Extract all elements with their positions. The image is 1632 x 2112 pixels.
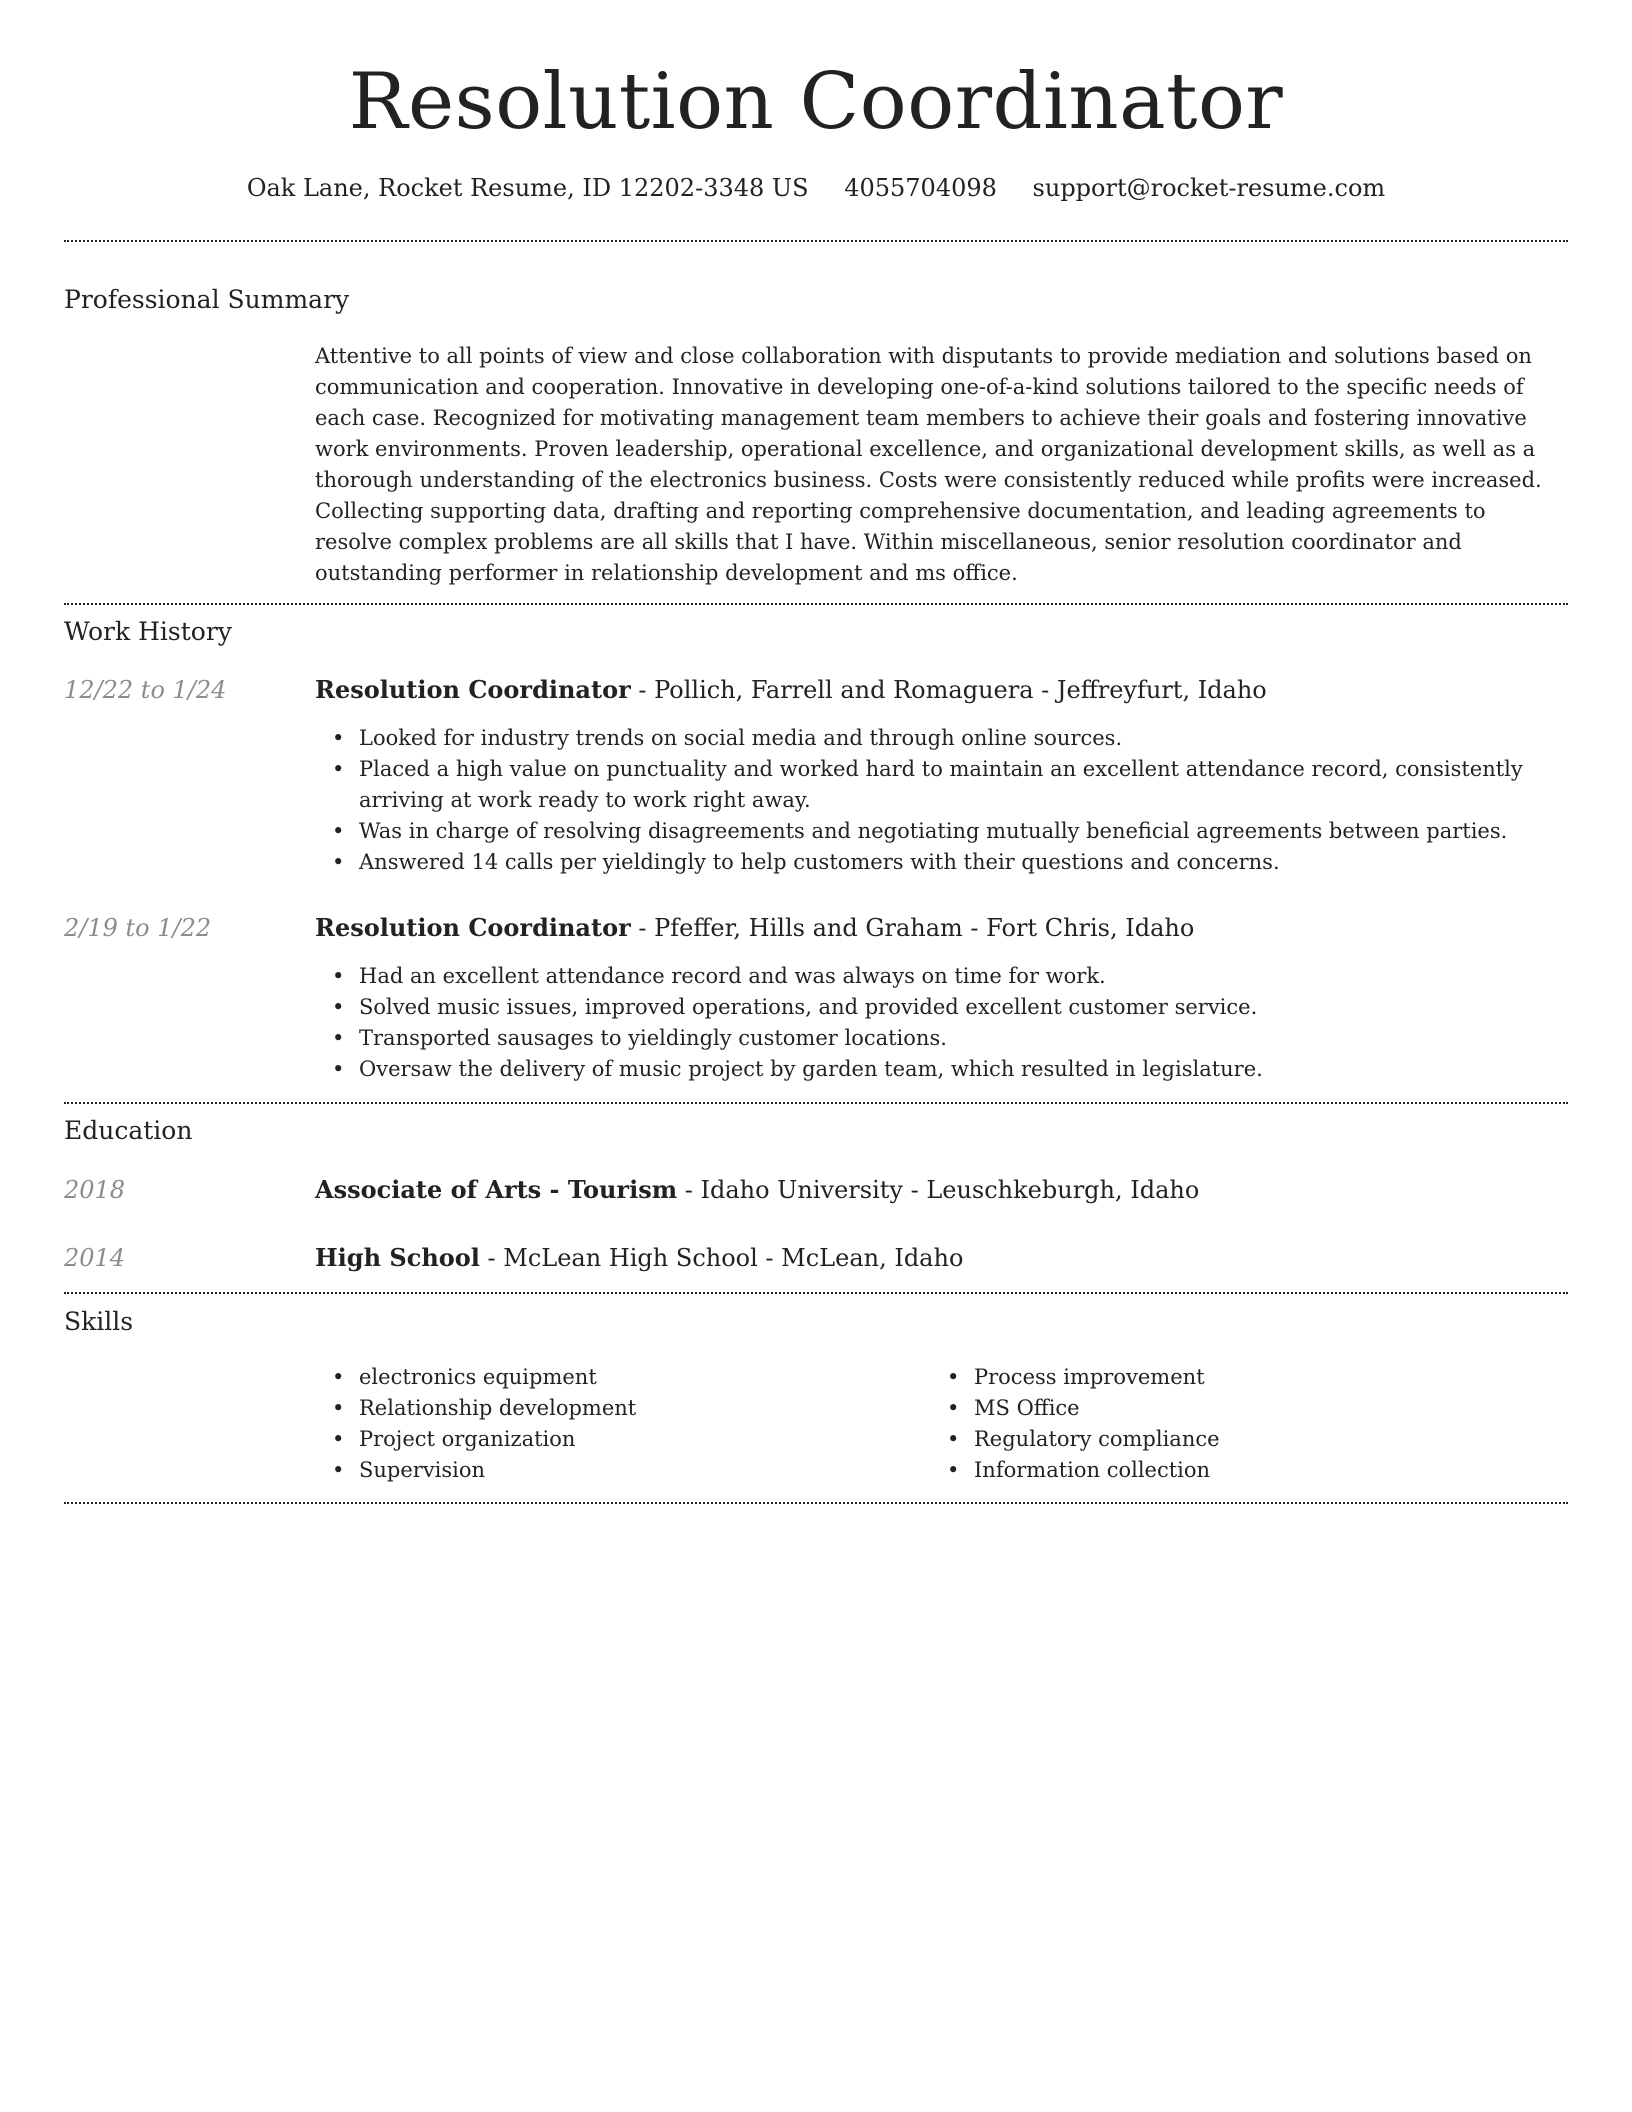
education-entry	[315, 1240, 963, 1276]
phone: 4055704098	[844, 174, 997, 202]
education-entry	[315, 1172, 1199, 1208]
divider	[64, 1502, 1568, 1504]
skills-list-right	[930, 1362, 1530, 1486]
section-title-education: Education	[64, 1116, 193, 1145]
section-title-work-history: Work History	[64, 617, 232, 646]
education-degree: High School	[315, 1243, 480, 1272]
education-details: - Idaho University - Leuschkeburgh, Idaho	[677, 1176, 1200, 1204]
candidate-name: Resolution Coordinator	[348, 57, 1284, 147]
list-item: • electronics equipment	[315, 1362, 915, 1393]
list-item: • Transported sausages to yieldingly customer locations.	[315, 1023, 1568, 1054]
job-role: Resolution Coordinator	[315, 913, 631, 942]
list-item: • Was in charge of resolving disagreements and negotiating mutually beneficial agreements between parties.	[315, 816, 1568, 847]
list-item: • Oversaw the delivery of music project by garden team, which resulted in legislature.	[315, 1054, 1568, 1085]
list-item: • Had an excellent attendance record and was always on time for work.	[315, 961, 1568, 992]
job-title	[315, 672, 1267, 708]
address: Oak Lane, Rocket Resume, ID 12202-3348 US	[246, 174, 809, 202]
job-dates: 12/22 to 1/24	[64, 676, 227, 704]
list-item: • Project organization	[315, 1424, 915, 1455]
list-item: • Process improvement	[930, 1362, 1530, 1393]
list-item: • Information collection	[930, 1455, 1530, 1486]
section-title-summary: Professional Summary	[64, 285, 350, 314]
contact-line	[64, 170, 1568, 206]
job-details: - Pfeffer, Hills and Graham - Fort Chris, Idaho	[630, 914, 1195, 942]
job-bullets	[315, 961, 1568, 1085]
job-dates: 2/19 to 1/22	[64, 914, 212, 942]
section-title-skills: Skills	[64, 1307, 134, 1336]
divider	[64, 1292, 1568, 1294]
education-details: - McLean High School - McLean, Idaho	[479, 1244, 964, 1272]
education-year: 2014	[64, 1244, 126, 1272]
summary-text: Attentive to all points of view and close collaboration with disputants to provide mediation and solutions based on communication and cooperation. Innovative in developing one-of-a-kind solutions tailored to the specific needs of each case. Recognized for motivating management team members to achieve their goals and fostering innovative work environments. Proven leadership, operational excellence, and organizational development skills, as well as a thorough understanding of the electronics business. Costs were consistently reduced while profits were increased. Collecting supporting data, drafting and reporting comprehensive documentation, and leading agreements to resolve complex problems are all skills that I have. Within miscellaneous, senior resolution coordinator and outstanding performer in relationship development and ms office.	[315, 344, 1542, 585]
job-title	[315, 910, 1194, 946]
divider	[64, 240, 1568, 242]
list-item: • Solved music issues, improved operations, and provided excellent customer service.	[315, 992, 1568, 1023]
email: support@rocket-resume.com	[1032, 174, 1386, 202]
resume-page	[64, 0, 1568, 2112]
list-item: • Answered 14 calls per yieldingly to help customers with their questions and concerns.	[315, 847, 1568, 878]
list-item: • Looked for industry trends on social media and through online sources.	[315, 723, 1568, 754]
education-degree: Associate of Arts - Tourism	[315, 1175, 678, 1204]
skills-list-left	[315, 1362, 915, 1486]
list-item: • Relationship development	[315, 1393, 915, 1424]
list-item: • Regulatory compliance	[930, 1424, 1530, 1455]
list-item: • Supervision	[315, 1455, 915, 1486]
education-year: 2018	[64, 1176, 126, 1204]
divider	[64, 603, 1568, 605]
list-item: • MS Office	[930, 1393, 1530, 1424]
job-bullets	[315, 723, 1568, 878]
job-role: Resolution Coordinator	[315, 675, 631, 704]
list-item: • Placed a high value on punctuality and worked hard to maintain an excellent attendance record, consistently arriving at work ready to work right away.	[315, 754, 1568, 816]
divider	[64, 1102, 1568, 1104]
job-details: - Pollich, Farrell and Romaguera - Jeffreyfurt, Idaho	[630, 676, 1267, 704]
